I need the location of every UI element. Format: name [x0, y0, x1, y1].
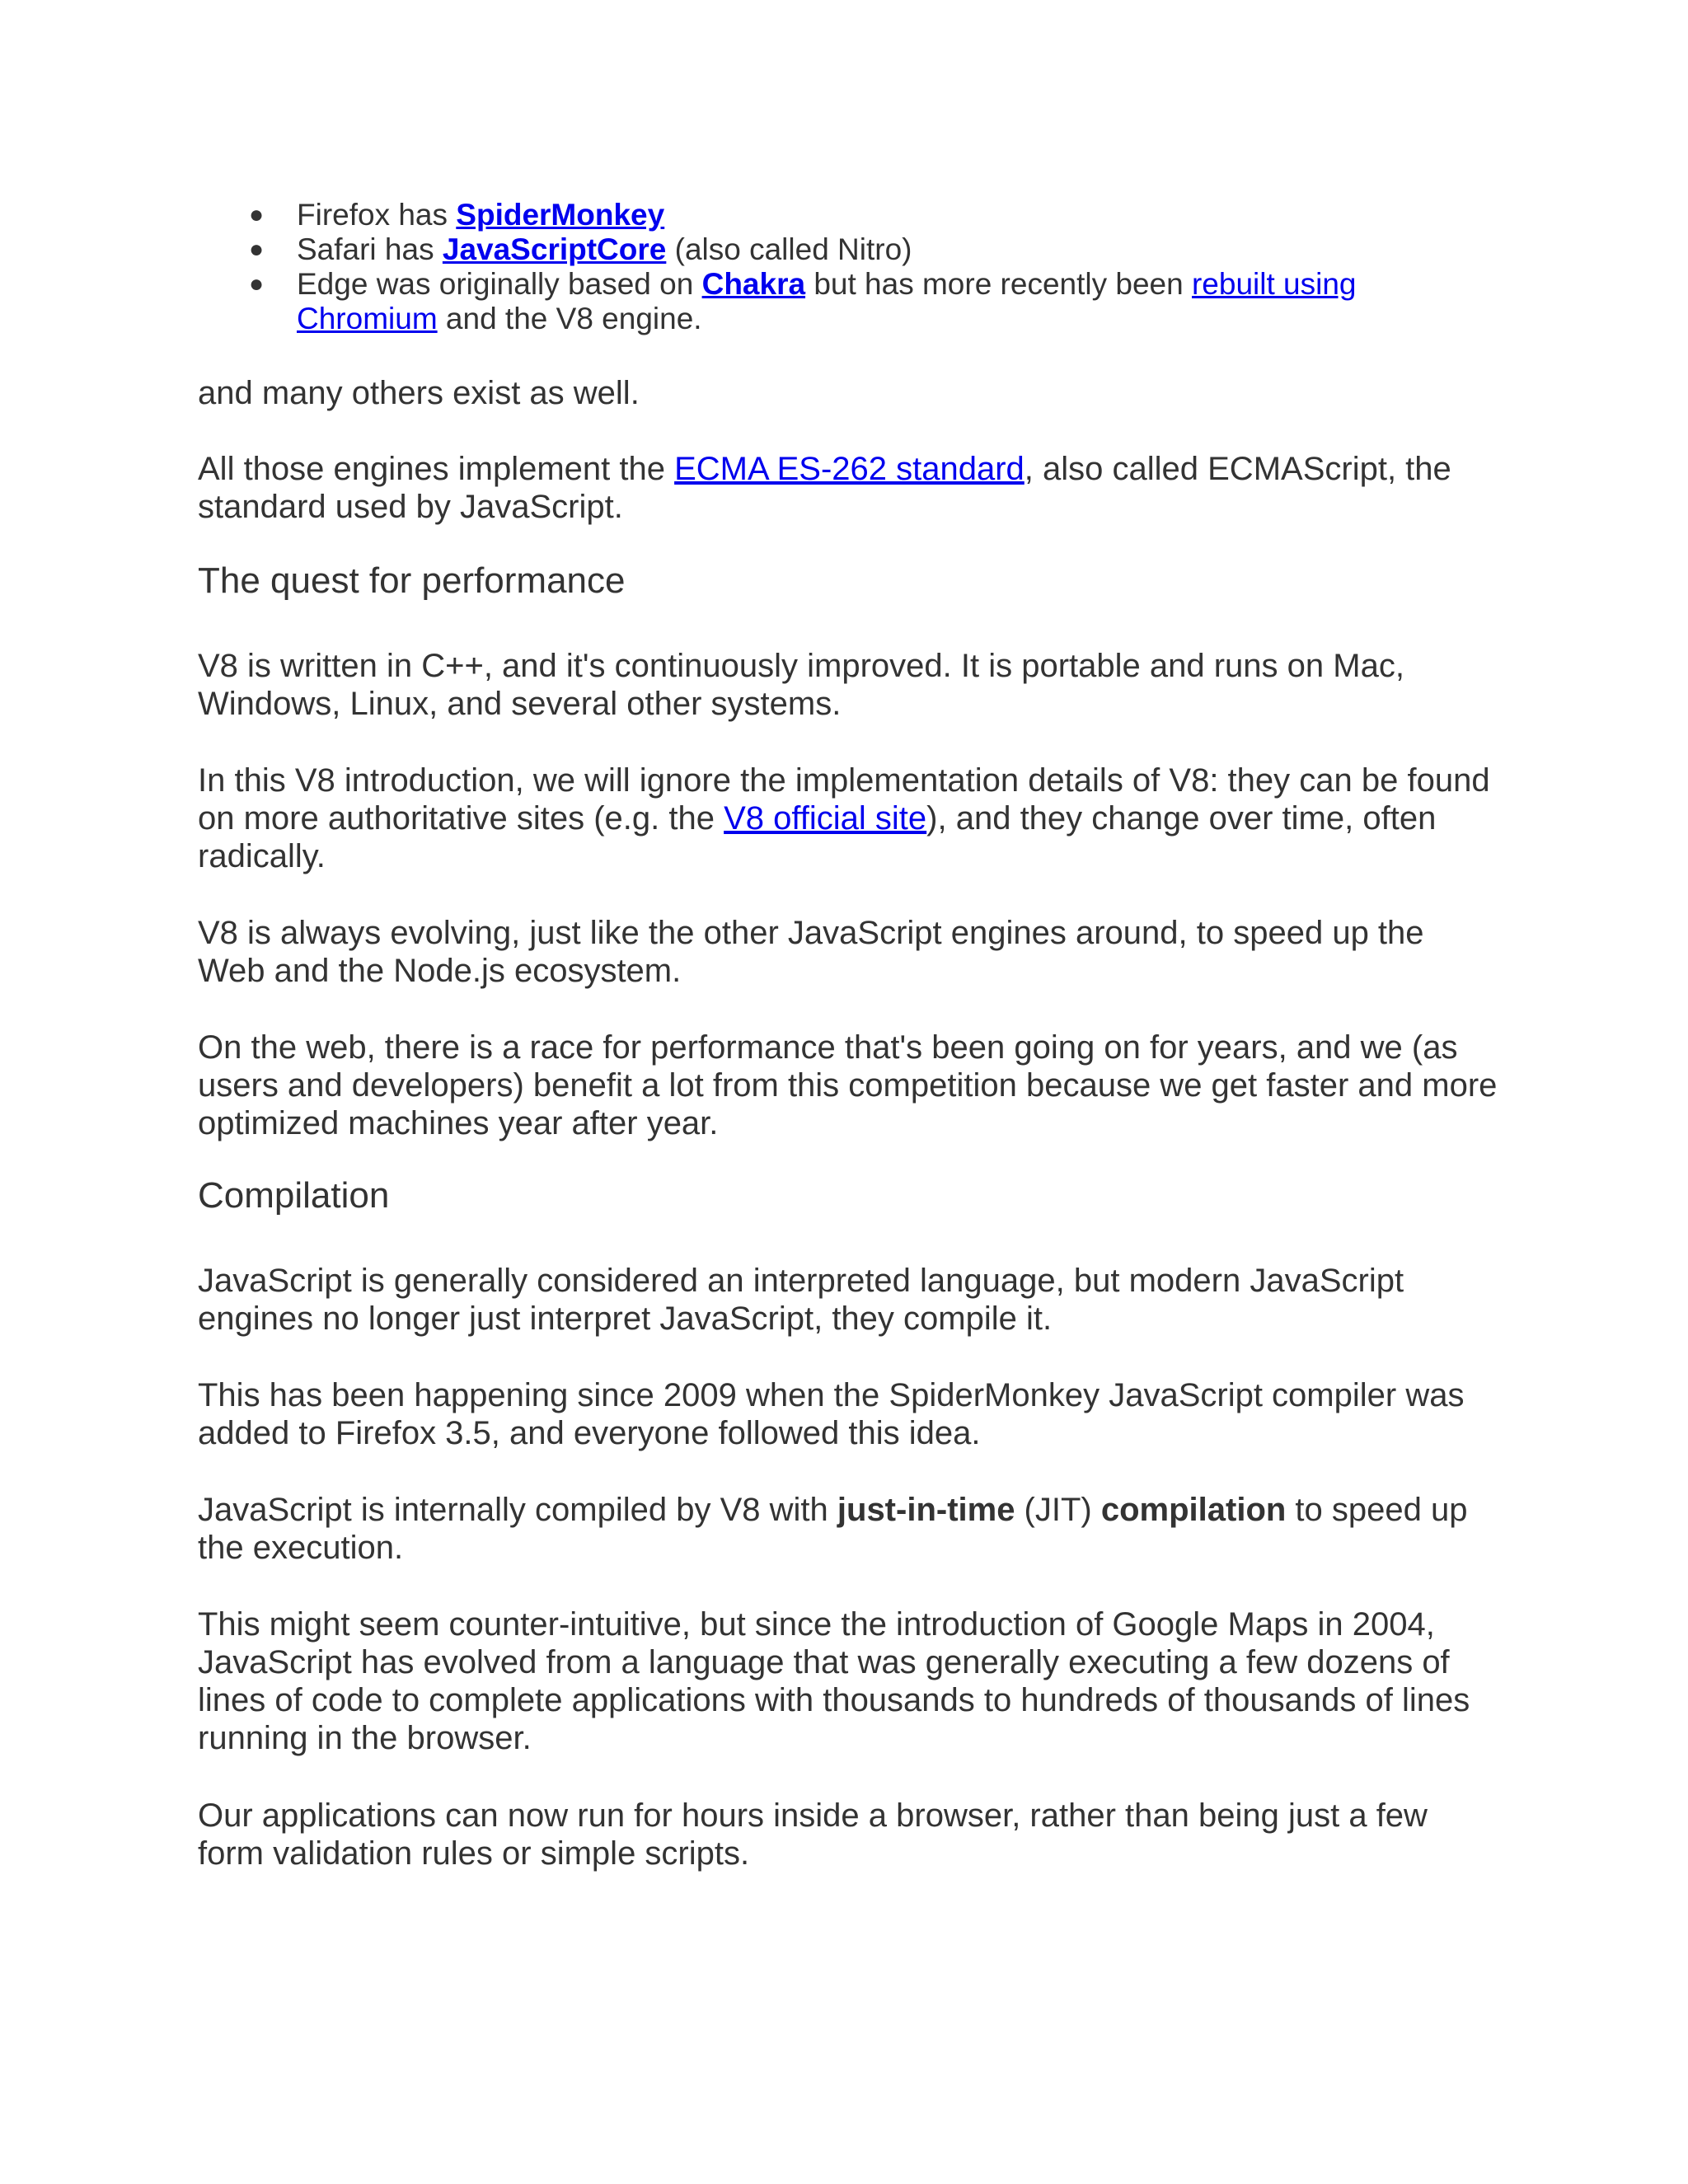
list-item [198, 232, 1500, 267]
paragraph-v8-evolving: V8 is always evolving, just like the other JavaScript engines around, to speed up the Web and the Node.js ecosystem. [198, 915, 1424, 989]
paragraph-v8-introduction: In this V8 introduction, we will ignore the implementation details of V8: they can be found on more authoritative sites (e.g. the V8 official site), and they change over time, often radically. [198, 762, 1490, 874]
list-item-text: Firefox has [297, 198, 457, 232]
v8-official-site-link[interactable]: V8 official site [724, 800, 927, 837]
paragraph-google-maps: This might seem counter-intuitive, but since the introduction of Google Maps in 2004, JavaScript has evolved from a language that was generally executing a few dozens of lines of code to complete applications with thousands to hundreds of thousands of lines running in the browser. [198, 1606, 1470, 1756]
engines-list [198, 198, 1500, 336]
bullet-icon: ● [249, 201, 265, 228]
paragraph-applications-hours: Our applications can now run for hours inside a browser, rather than being just a few form validation rules or simple scripts. [198, 1797, 1428, 1872]
list-item [198, 267, 1500, 336]
heading-compilation: Compilation [198, 1175, 390, 1216]
list-item-text: (also called Nitro) [666, 232, 912, 266]
bullet-icon: ● [249, 270, 265, 298]
paragraph-many-others: and many others exist as well. [198, 375, 640, 411]
spidermonkey-link[interactable]: SpiderMonkey [456, 198, 665, 232]
javascriptcore-link[interactable]: JavaScriptCore [442, 232, 667, 266]
heading-quest-for-performance: The quest for performance [198, 560, 626, 601]
rebuilt-using-chromium-link[interactable]: rebuilt using Chromium [297, 267, 1357, 335]
paragraph-jit-compilation: JavaScript is internally compiled by V8 with just-in-time (JIT) compilation to speed up the execution. [198, 1492, 1468, 1566]
paragraph-performance-race: On the web, there is a race for performance that's been going on for years, and we (as users and developers) benefit a lot from this competition because we get faster and more optimized machines year after year. [198, 1029, 1498, 1141]
list-item-text: Edge was originally based on [297, 267, 702, 301]
chakra-link[interactable]: Chakra [701, 267, 806, 301]
paragraph-ecma: All those engines implement the ECMA ES-262 standard, also called ECMAScript, the standard used by JavaScript. [198, 451, 1451, 525]
list-item-text: and the V8 engine. [437, 302, 702, 335]
list-item-text: but has more recently been [805, 267, 1192, 301]
paragraph-v8-cpp: V8 is written in C++, and it's continuously improved. It is portable and runs on Mac, Windows, Linux, and several other systems. [198, 648, 1404, 722]
list-item-text: Safari has [297, 232, 443, 266]
ecma-standard-link[interactable]: ECMA ES-262 standard [674, 451, 1025, 487]
list-item [198, 198, 1500, 232]
paragraph-since-2009: This has been happening since 2009 when the SpiderMonkey JavaScript compiler was added to Firefox 3.5, and everyone followed this idea. [198, 1377, 1465, 1451]
paragraph-interpreted-language: JavaScript is generally considered an interpreted language, but modern JavaScript engines no longer just interpret JavaScript, they compile it. [198, 1263, 1404, 1337]
bullet-icon: ● [249, 236, 265, 263]
